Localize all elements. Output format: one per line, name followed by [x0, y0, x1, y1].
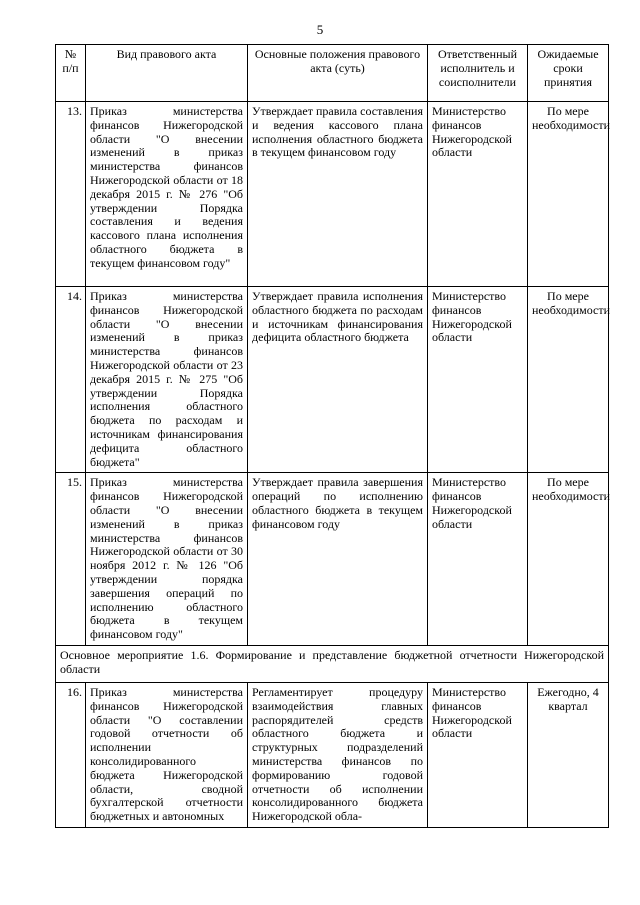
section-row: [56, 645, 609, 682]
row-num: 14.: [56, 287, 86, 473]
table-header-row: [56, 45, 609, 102]
row-act-type: Приказ министерства финансов Нижегородской области "О составлении годовой отчетности об исполнении консолидированного бюджета Нижегородской области, сводной бухгалтерской отчетности бюджетных и автономных: [86, 682, 248, 827]
page-number: 5: [316, 22, 324, 37]
table-row: [56, 473, 609, 646]
table-row: [56, 102, 609, 287]
row-essence: Утверждает правила завершения операций по исполнению областного бюджета в текущем финансовом году: [248, 473, 428, 646]
table-row: [56, 287, 609, 473]
header-act-type: Вид правового акта: [86, 45, 248, 102]
row-essence: Утверждает правила составления и ведения кассового плана исполнения областного бюджета в текущем финансовом году: [248, 102, 428, 287]
header-essence: Основные положения правового акта (суть): [248, 45, 428, 102]
row-num: 16.: [56, 682, 86, 827]
row-responsible: Министерство финансов Нижегородской области: [428, 102, 528, 287]
row-responsible: Министерство финансов Нижегородской области: [428, 287, 528, 473]
row-term: По мере необходимости: [528, 102, 609, 287]
header-responsible: Ответственный исполнитель и соисполнители: [428, 45, 528, 102]
row-responsible: Министерство финансов Нижегородской области: [428, 682, 528, 827]
row-essence: Утверждает правила исполнения областного бюджета по расходам и источникам финансирования дефицита областного бюджета: [248, 287, 428, 473]
legal-acts-table: [55, 44, 609, 828]
row-act-type: Приказ министерства финансов Нижегородской области "О внесении изменений в приказ министерства финансов Нижегородской области от 18 декабря 2015 г. № 276 "Об утверждении Порядка составления и ведения кассового плана исполнения областного бюджета в текущем финансовом году": [86, 102, 248, 287]
row-essence: Регламентирует процедуру взаимодействия главных распорядителей средств областного бюджета и структурных подразделений министерства финансов по формированию годовой отчетности об исполнении консолидированного бюджета Нижегородской обла-: [248, 682, 428, 827]
row-term: По мере необходимости: [528, 473, 609, 646]
row-term: Ежегодно, 4 квартал: [528, 682, 609, 827]
row-num: 13.: [56, 102, 86, 287]
section-title: Основное мероприятие 1.6. Формирование и представление бюджетной отчетности Нижегородской области: [56, 645, 609, 682]
row-act-type: Приказ министерства финансов Нижегородской области "О внесении изменений в приказ министерства финансов Нижегородской области от 30 ноября 2012 г. № 126 "Об утверждении порядка завершения операций по исполнению областного бюджета в текущем финансовом году": [86, 473, 248, 646]
table-row: [56, 682, 609, 827]
row-responsible: Министерство финансов Нижегородской области: [428, 473, 528, 646]
header-num: № п/п: [56, 45, 86, 102]
row-term: По мере необходимости: [528, 287, 609, 473]
row-act-type: Приказ министерства финансов Нижегородской области "О внесении изменений в приказ министерства финансов Нижегородской области от 23 декабря 2015 г. № 275 "Об утверждении Порядка исполнения областного бюджета по расходам и источникам финансирования дефицита областного бюджета": [86, 287, 248, 473]
row-num: 15.: [56, 473, 86, 646]
header-term: Ожидаемые сроки принятия: [528, 45, 609, 102]
